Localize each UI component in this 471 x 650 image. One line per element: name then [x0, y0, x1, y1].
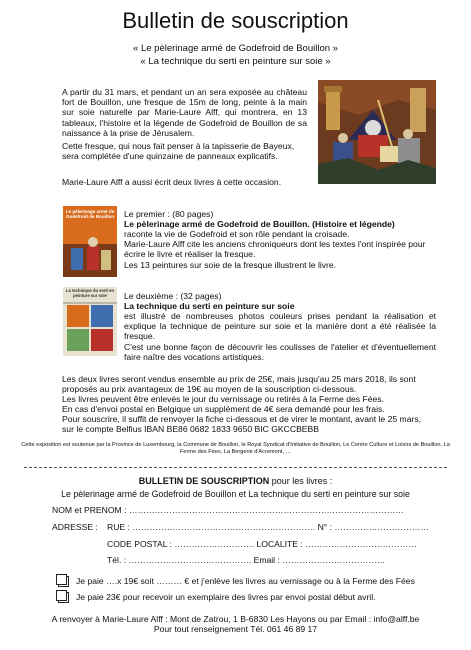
book2-cover-image	[63, 287, 117, 356]
postal-dots[interactable]: ……………………….	[174, 539, 255, 549]
subtitle-1: « Le pèlerinage armé de Godefroid de Bouillon »	[133, 43, 338, 54]
email-dots[interactable]: ………………………………	[282, 555, 386, 565]
return-address: A renvoyer à Marie-Laure Alff : Mont de Zatrou, 1 B-6830 Les Hayons ou par Email : info@alff.be	[51, 614, 420, 624]
form-heading-rest: pour les livres :	[269, 476, 333, 486]
form-books-line: Le pèlerinage armé de Godefroid de Bouillon et La technique du serti en peinture sur soie	[61, 489, 410, 499]
locality-label: LOCALITE :	[256, 539, 303, 549]
option2-text: Je paie 23€ pour recevoir un exemplaire des livres par envoi postal début avril.	[76, 592, 376, 602]
intro-paragraph-1: A partir du 31 mars, et pendant un an sera exposée au château fort de Bouillon, une fresque de 15m de long, peinte à la main sur soie naturelle par Marie-Laure Alff, qui montrera, en 13 tableaux, l'histoire et la légende de Godefroid de Bouillon de sa naissance à la prise de Jérusalem.	[62, 87, 307, 138]
option1-checkbox[interactable]	[58, 576, 69, 587]
contact-phone: Pour tout renseignement Tél. 061 46 89 17	[153, 624, 318, 634]
postal-label: CODE POSTAL :	[107, 539, 172, 549]
email-label: Email :	[253, 555, 280, 565]
book1-title: Le pèlerinage armé de Godefroid de Bouillon. (Histoire et légende)	[124, 219, 395, 229]
book1-label: Le premier : (80 pages)	[124, 209, 214, 219]
number-label: N° :	[317, 522, 332, 532]
offer-paragraph-2: Les livres peuvent être enlevés le jour du vernissage ou retirés à la Ferme des Fées.	[62, 394, 384, 404]
street-field[interactable]	[107, 522, 447, 532]
book1-desc-3: Les 13 peintures sur soie de la fresque illustrent le livre.	[124, 260, 337, 270]
book1-cover-image	[63, 206, 117, 277]
subtitle-2: « La technique du serti en peinture sur soie »	[140, 56, 331, 67]
option1-text: Je paie ….x 19€ soit ……… € et j'enlève les livres au vernissage ou à la Ferme des Fées	[76, 576, 415, 586]
offer-paragraph-3: En cas d'envoi postal en Belgique un supplément de 4€ sera demandé pour les frais.	[62, 404, 385, 414]
name-field[interactable]	[52, 505, 442, 515]
street-dots[interactable]: ……………………………………………………….	[132, 522, 316, 532]
address-label: ADRESSE :	[52, 522, 98, 532]
name-label: NOM et PRENOM :	[52, 505, 127, 515]
book2-desc-1: est illustré de nombreuses photos couleurs prises pendant la réalisation et explique la technique de peinture sur soie et la manière dont a été réalisée la fresque.	[124, 311, 436, 342]
intro-paragraph-3: Marie-Laure Alff a aussi écrit deux livres à cette occasion.	[62, 177, 282, 187]
book2-label: Le deuxième : (32 pages)	[124, 291, 222, 301]
phone-label: Tél. :	[107, 555, 127, 565]
book2-title: La technique du serti en peinture sur soie	[124, 301, 295, 311]
phone-dots[interactable]: …………………………………….	[128, 555, 252, 565]
book2-desc-2: C'est une bonne façon de découvrir les coulisses de l'atelier et d'éventuellement faire naître des vocations artistiques.	[124, 342, 436, 363]
street-label: RUE :	[107, 522, 130, 532]
fresco-image	[318, 80, 436, 184]
support-note: Cette exposition est soutenue par la Province de Luxembourg, la Commune de Bouillon, le Royal Syndicat d'Initiative de Bouillon, Le Centre Culture et Loisirs de Bouillon, La Ferme des Fées, La Bergerie d'Acremont, …	[21, 442, 450, 455]
locality-dots[interactable]: …………………………………	[305, 539, 417, 549]
book1-desc-2: Marie-Laure Alff cite les anciens chroniqueurs dont les textes l'ont inspirée pour écrire le livre et réaliser la fresque.	[124, 239, 426, 260]
book1-desc-1: raconte la vie de Godefroid et son rôle pendant la croisade.	[124, 229, 350, 239]
postal-locality-field[interactable]	[107, 539, 447, 549]
phone-email-field[interactable]	[107, 555, 447, 565]
form-heading-title: BULLETIN DE SOUSCRIPTION	[138, 476, 270, 486]
page-title: Bulletin de souscription	[122, 8, 349, 33]
offer-paragraph-4: Pour souscrire, il suffit de renvoyer la fiche ci-dessous et de virer le montant, avant le 25 mars, sur le compte Belfius IBAN BE86 0682 1833 9650 BIC GKCCBEBB	[62, 414, 422, 435]
book1-cover-title: Le pèlerinage armé de Godefroid de Bouillon	[65, 209, 115, 220]
form-heading	[0, 476, 471, 486]
book2-cover-title: La technique du serti en peinture sur soie	[65, 288, 115, 298]
name-dots[interactable]: ……………………………………………………………………………………	[128, 505, 404, 515]
option2-checkbox[interactable]	[58, 592, 69, 603]
offer-paragraph-1: Les deux livres seront vendus ensemble au prix de 25€, mais jusqu'au 25 mars 2018, ils sont proposés au prix avantageux de 19€ au moyen de la souscription ci-dessous.	[62, 374, 416, 395]
number-dots[interactable]: ……………………………	[334, 522, 429, 532]
cut-line	[24, 467, 447, 468]
intro-paragraph-2: Cette fresque, qui nous fait penser à la tapisserie de Bayeux, sera complétée d'une quinzaine de panneaux explicatifs.	[62, 141, 295, 162]
